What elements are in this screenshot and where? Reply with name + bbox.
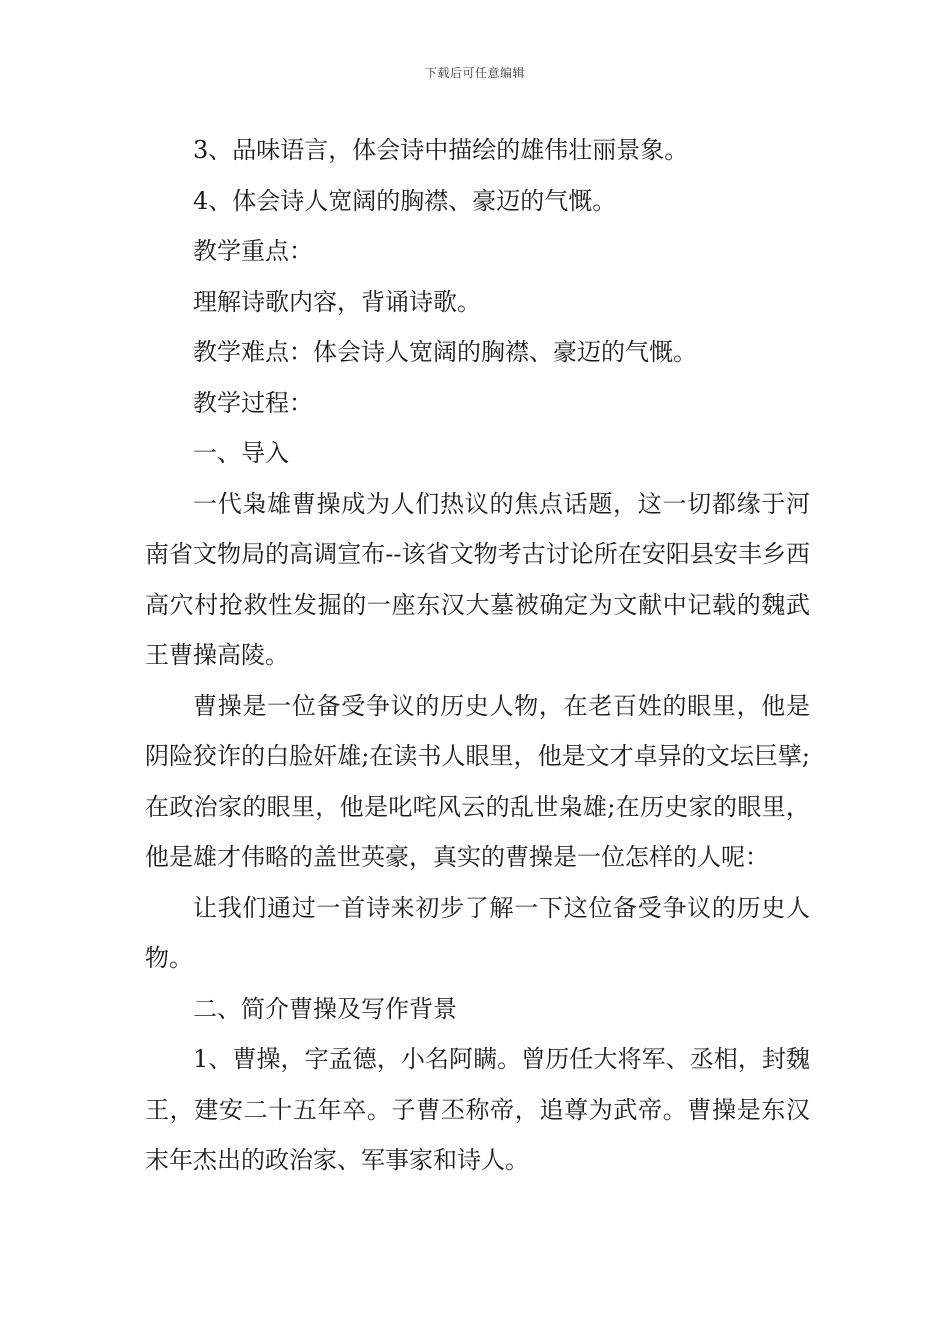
process-heading: 教学过程：	[193, 388, 313, 417]
intro-paragraph-1: 一代枭雄曹操成为人们热议的焦点话题，这一切都缘于河南省文物局的高调宣布--该省文物考古讨论所在安阳县安丰乡西高穴村抢救性发掘的一座东汉大墓被确定为文献中记载的魏武王曹操高陵。	[145, 489, 810, 669]
page-header: 下载后可任意编辑	[424, 66, 525, 80]
difficult-points: 教学难点：体会诗人宽阔的胸襟、豪迈的气慨。	[193, 338, 697, 366]
key-points-text: 理解诗歌内容，背诵诗歌。	[193, 287, 481, 316]
background-paragraph-1: 1、曹操，字孟德，小名阿瞒。曾历任大将军、丞相，封魏王，建安二十五年卒。子曹丕称帝，追尊为武帝。曹操是东汉末年杰出的政治家、军事家和诗人。	[145, 1045, 810, 1174]
document-body	[145, 125, 810, 1186]
intro-paragraph-2: 曹操是一位备受争议的历史人物，在老百姓的眼里，他是阴险狡诈的白脸奸雄;在读书人眼里，他是文才卓异的文坛巨擘;在政治家的眼里，他是叱咤风云的乱世枭雄;在历史家的眼里，他是雄才伟略的盖世英豪，真实的曹操是一位怎样的人呢：	[145, 691, 810, 871]
section-background-heading: 二、简介曹操及写作背景	[193, 994, 457, 1023]
key-points-heading: 教学重点：	[193, 237, 313, 265]
section-intro-heading: 一、导入	[193, 439, 289, 467]
objective-3: 3、品味语言，体会诗中描绘的雄伟壮丽景象。	[193, 136, 689, 164]
intro-paragraph-3: 让我们通过一首诗来初步了解一下这位备受争议的历史人物。	[145, 893, 810, 972]
objective-4: 4、体会诗人宽阔的胸襟、豪迈的气慨。	[193, 186, 617, 215]
